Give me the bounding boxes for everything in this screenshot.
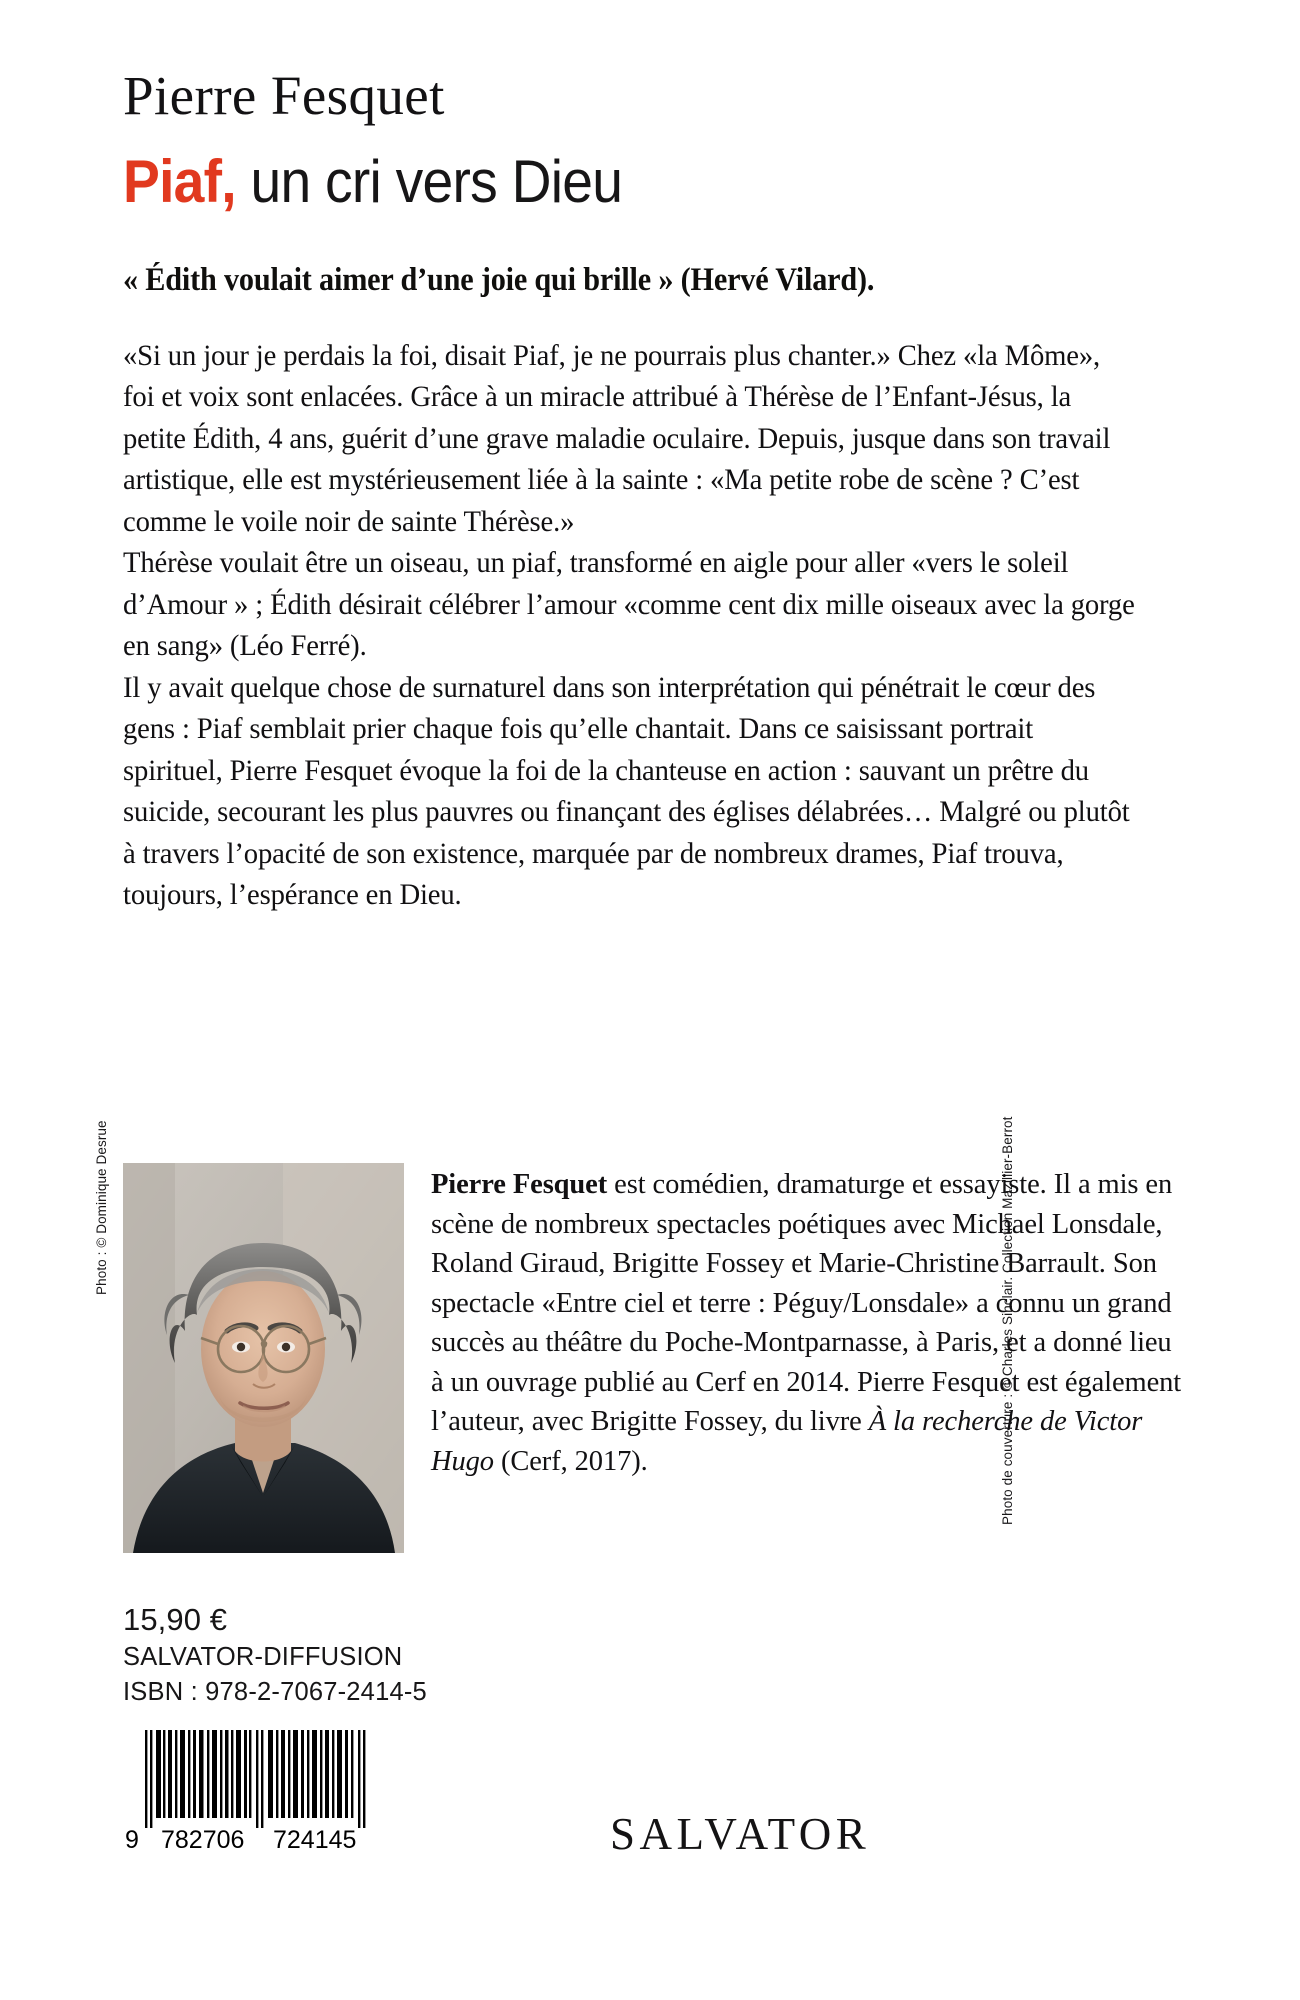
bio-text-part-one: est comédien, dramaturge et essayiste. Il a mis en scène de nombreux spectacles poétiques avec Michael Lonsdale, Roland Giraud, Brigitte Fossey et Marie-Christine Barrault. Son spectacle «Entre ciel et terre : Péguy/Lonsdale» a connu un grand succès au théâtre du Poche-Montparnasse, à Paris, et a donné lieu à un ouvrage publié au Cerf en 2014. Pierre Fesquet est également l’auteur, avec Brigitte Fossey, du livre [431, 1169, 1182, 1437]
photo-credit-left: Photo : © Dominique Desrue [94, 1120, 109, 1295]
blurb-paragraph: Thérèse voulait être un oiseau, un piaf, transformé en aigle pour aller «vers le soleil d’Amour » ; Édith désirait célébrer l’amour «comme cent dix mille oiseaux avec la gorge en sang» (Léo Ferré). [123, 546, 1135, 663]
photo-credit-right: Photo de couverture : © Charles Sinclair. Collection Mazillier-Berrot [1000, 1116, 1015, 1525]
author-biography [431, 1163, 1185, 1481]
book-title [123, 148, 1100, 215]
barcode-digits-right: 724145 [273, 1826, 357, 1854]
bio-author-name: Pierre Fesquet [431, 1169, 608, 1200]
author-portrait-photo [123, 1163, 404, 1553]
epigraph-quote: « Édith voulait aimer d’une joie qui brille » (Hervé Vilard). [123, 262, 875, 298]
title-remainder: un cri vers Dieu [235, 148, 623, 215]
price-publisher-isbn [123, 1600, 1185, 1710]
barcode-digit-prefix: 9 [125, 1826, 139, 1854]
bio-book-title: À la recherche de Victor Hugo [431, 1406, 1143, 1477]
barcode-digits-left: 782706 [161, 1826, 245, 1854]
title-accent-word: Piaf, [123, 148, 236, 215]
author-section [123, 1163, 1185, 1553]
author-name: Pierre Fesquet [123, 65, 445, 126]
ean-barcode [123, 1722, 391, 1854]
publisher-logo: SALVATOR [610, 1809, 871, 1859]
blurb-paragraph: Il y avait quelque chose de surnaturel dans son interprétation qui pénétrait le cœur des gens : Piaf semblait prier chaque fois qu’elle chantait. Dans ce saisissant portrait spirituel, Pierre Fesquet évoque la foi de la chanteuse en action : sauvant un prêtre du suicide, secourant les plus pauvres ou finançant des églises délabrées… Malgré ou plutôt à travers l’opacité de son existence, marquée par de nombreux drames, Piaf trouva, toujours, l’espérance en Dieu. [123, 670, 1130, 912]
price-label: 15,90 € [123, 1602, 228, 1637]
publisher-label: SALVATOR-DIFFUSION [123, 1643, 403, 1671]
bio-text-part-two: (Cerf, 2017). [493, 1445, 648, 1477]
cover-text-column [123, 0, 1185, 916]
isbn-label: ISBN : 978-2-7067-2414-5 [123, 1678, 427, 1706]
blurb-paragraph: «Si un jour je perdais la foi, disait Piaf, je ne pourrais plus chanter.» Chez «la Môme», foi et voix sont enlacées. Grâce à un miracle attribué à Thérèse de l’Enfant-Jésus, la petite Édith, 4 ans, guérit d’une grave maladie oculaire. Depuis, jusque dans son travail artistique, elle est mystérieusement liée à la sainte : «Ma petite robe de scène ? C’est comme le voile noir de sainte Thérèse.» [123, 338, 1111, 538]
blurb-body [123, 335, 1185, 916]
